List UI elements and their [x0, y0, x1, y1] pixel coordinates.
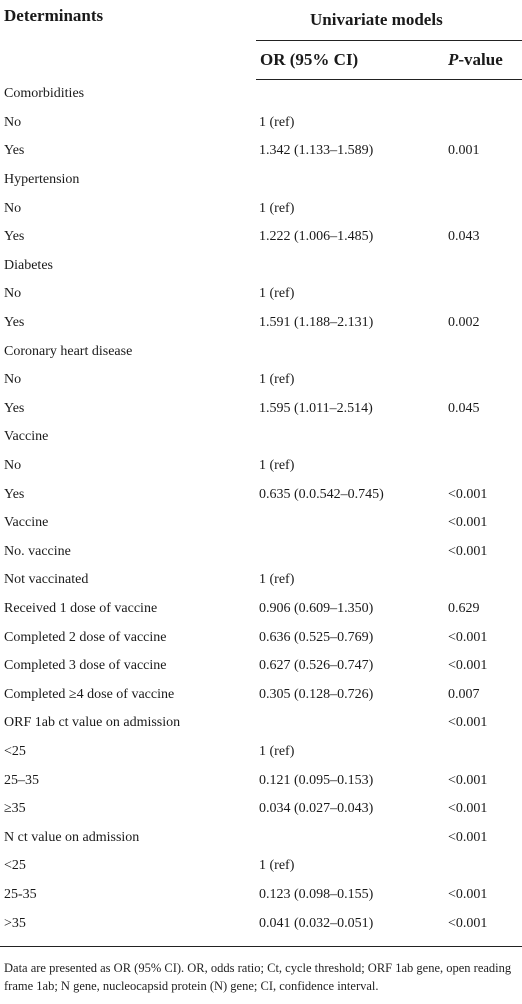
row-p-value: [448, 252, 522, 281]
table-row: [0, 252, 522, 281]
row-label: No: [4, 286, 22, 302]
table-row: [0, 623, 522, 652]
row-label: 25–35: [4, 772, 39, 788]
row-p-value: <0.001: [448, 629, 488, 645]
header-p-value: [448, 41, 522, 80]
row-p-value: [448, 280, 522, 309]
row-label: N ct value on admission: [4, 829, 140, 845]
row-or-ci: 0.636 (0.525–0.769): [259, 629, 374, 645]
table-row: [0, 509, 522, 538]
row-or-ci: [256, 166, 448, 195]
row-label: ≥35: [4, 801, 26, 817]
table-footnote: Data are presented as OR (95% CI). OR, odds ratio; Ct, cycle threshold; ORF 1ab gene, open reading frame 1ab; N gene, nucleocapsid protein (N) gene; CI, confidence interval.: [0, 946, 522, 995]
table-body: [0, 80, 522, 938]
row-or-ci: 1.342 (1.133–1.589): [259, 143, 374, 159]
row-label: No. vaccine: [4, 543, 71, 559]
table-row: [0, 766, 522, 795]
row-label: No: [4, 458, 22, 474]
table-row: [0, 795, 522, 824]
row-p-value: <0.001: [448, 658, 488, 674]
table-row: [0, 109, 522, 138]
table-row: [0, 194, 522, 223]
row-label: Yes: [4, 486, 25, 502]
row-or-ci: 0.041 (0.032–0.051): [259, 915, 374, 931]
row-label: No: [4, 114, 22, 130]
table-row: [0, 309, 522, 338]
table-row: [0, 166, 522, 195]
row-p-value: [448, 738, 522, 767]
row-or-ci: 1.222 (1.006–1.485): [259, 229, 374, 245]
row-or-ci: [256, 538, 448, 567]
row-or-ci: [256, 509, 448, 538]
row-label: Received 1 dose of vaccine: [4, 600, 158, 616]
row-or-ci: 1 (ref): [259, 858, 295, 874]
row-p-value: 0.007: [448, 686, 480, 702]
row-p-value: 0.629: [448, 600, 480, 616]
table-row: [0, 452, 522, 481]
row-or-ci: 0.121 (0.095–0.153): [259, 772, 374, 788]
row-or-ci: [256, 337, 448, 366]
row-p-value: <0.001: [448, 486, 488, 502]
row-label: No: [4, 200, 22, 216]
row-label: >35: [4, 915, 26, 931]
row-or-ci: 1 (ref): [259, 372, 295, 388]
table-row: [0, 680, 522, 709]
row-p-value: 0.002: [448, 315, 480, 331]
row-label: <25: [4, 743, 26, 759]
header-p-letter: P: [448, 50, 459, 69]
table-row: [0, 881, 522, 910]
row-p-value: <0.001: [448, 801, 488, 817]
table-row: [0, 280, 522, 309]
row-label: Yes: [4, 143, 25, 159]
row-p-value: [448, 366, 522, 395]
table-row: [0, 423, 522, 452]
row-p-value: 0.043: [448, 229, 480, 245]
row-label: No: [4, 372, 22, 388]
table-row: [0, 566, 522, 595]
row-or-ci: 0.034 (0.027–0.043): [259, 801, 374, 817]
table-row: [0, 337, 522, 366]
table-row: [0, 366, 522, 395]
row-label: Completed 2 dose of vaccine: [4, 629, 167, 645]
row-or-ci: [256, 823, 448, 852]
table-row: [0, 395, 522, 424]
table-row: [0, 709, 522, 738]
table-row: [0, 852, 522, 881]
table-row: [0, 738, 522, 767]
row-or-ci: 0.123 (0.098–0.155): [259, 886, 374, 902]
row-label: Vaccine: [4, 429, 49, 445]
row-p-value: <0.001: [448, 829, 488, 845]
row-p-value: [448, 80, 522, 109]
row-or-ci: [256, 80, 448, 109]
row-or-ci: 1 (ref): [259, 743, 295, 759]
row-p-value: [448, 194, 522, 223]
header-or-ci: OR (95% CI): [256, 41, 448, 80]
table-row: [0, 823, 522, 852]
header-determinants: Determinants: [4, 6, 104, 25]
header-univariate-models: Univariate models: [256, 0, 522, 41]
row-label: ORF 1ab ct value on admission: [4, 715, 181, 731]
row-label: Hypertension: [4, 172, 80, 188]
row-label: Comorbidities: [4, 86, 85, 102]
row-or-ci: 0.627 (0.526–0.747): [259, 658, 374, 674]
row-or-ci: 0.906 (0.609–1.350): [259, 600, 374, 616]
row-or-ci: [256, 423, 448, 452]
row-or-ci: 1 (ref): [259, 572, 295, 588]
table-row: [0, 595, 522, 624]
row-label: <25: [4, 858, 26, 874]
row-p-value: <0.001: [448, 543, 488, 559]
row-p-value: <0.001: [448, 772, 488, 788]
row-label: Yes: [4, 315, 25, 331]
row-or-ci: 1 (ref): [259, 286, 295, 302]
table-row: [0, 480, 522, 509]
row-or-ci: 1.595 (1.011–2.514): [259, 400, 373, 416]
row-p-value: <0.001: [448, 715, 488, 731]
row-or-ci: 1 (ref): [259, 458, 295, 474]
row-or-ci: 0.635 (0.0.542–0.745): [259, 486, 384, 502]
row-label: Completed ≥4 dose of vaccine: [4, 686, 175, 702]
row-p-value: [448, 852, 522, 881]
table-row: [0, 223, 522, 252]
row-p-value: <0.001: [448, 515, 488, 531]
row-label: Diabetes: [4, 257, 53, 273]
header-p-suffix: -value: [458, 50, 503, 69]
row-label: Not vaccinated: [4, 572, 89, 588]
row-label: Vaccine: [4, 515, 49, 531]
table-row: [0, 137, 522, 166]
table-row: [0, 652, 522, 681]
row-or-ci: 0.305 (0.128–0.726): [259, 686, 374, 702]
row-label: Yes: [4, 229, 25, 245]
row-label: Completed 3 dose of vaccine: [4, 658, 167, 674]
row-or-ci: [256, 252, 448, 281]
row-p-value: [448, 566, 522, 595]
row-label: Coronary heart disease: [4, 343, 133, 359]
row-p-value: [448, 423, 522, 452]
table-row: [0, 538, 522, 567]
row-or-ci: 1 (ref): [259, 200, 295, 216]
table-header: [0, 0, 522, 80]
row-or-ci: 1.591 (1.188–2.131): [259, 315, 374, 331]
row-or-ci: [256, 709, 448, 738]
row-p-value: [448, 166, 522, 195]
row-p-value: [448, 452, 522, 481]
row-p-value: <0.001: [448, 915, 488, 931]
row-p-value: 0.001: [448, 143, 480, 159]
row-label: 25-35: [4, 886, 37, 902]
row-p-value: [448, 109, 522, 138]
row-label: Yes: [4, 400, 25, 416]
row-p-value: <0.001: [448, 886, 488, 902]
table-row: [0, 909, 522, 938]
row-p-value: 0.045: [448, 400, 480, 416]
table-row: [0, 80, 522, 109]
row-p-value: [448, 337, 522, 366]
row-or-ci: 1 (ref): [259, 114, 295, 130]
